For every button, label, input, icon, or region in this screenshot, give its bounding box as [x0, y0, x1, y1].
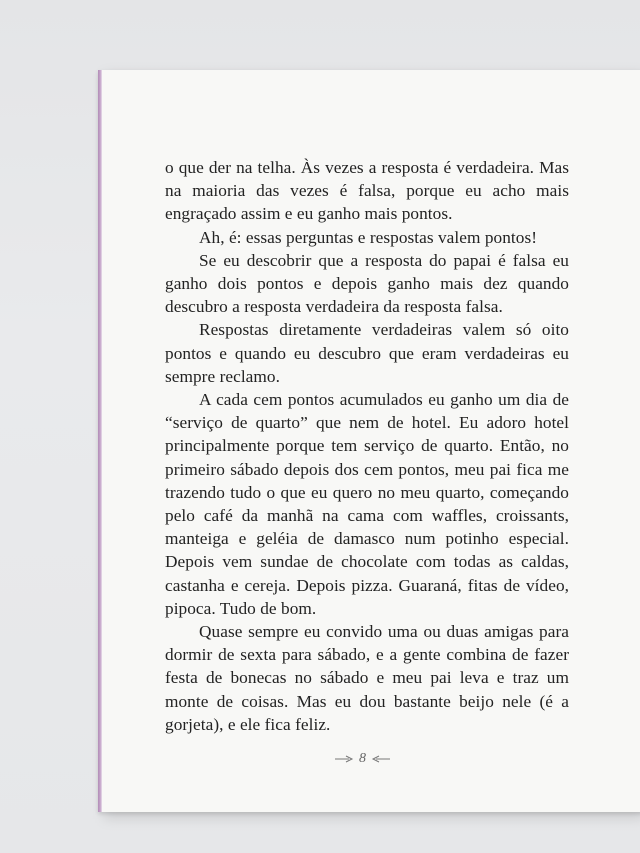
page-number: 8: [359, 751, 366, 766]
left-flourish-icon: [334, 754, 354, 764]
page-body-text: [165, 156, 569, 736]
page-spine-edge: [98, 70, 102, 812]
paragraph: A cada cem pontos acumulados eu ganho um dia de “serviço de quarto” que nem de hotel. Eu adoro hotel principalmente porque tem serviço de quarto. Então, no primeiro sábado depois dos cem pontos, meu pai fica me trazendo tudo o que eu quero no meu quarto, começando pelo café da manhã na cama com waffles, croissants, manteiga e geléia de damasco num potinho especial. Depois vem sundae de chocolate com todas as caldas, castanha e cereja. Depois pizza. Guaraná, fitas de vídeo, pipoca. Tudo de bom.: [165, 390, 569, 618]
paragraph: Respostas diretamente verdadeiras valem só oito pontos e quando eu descubro que eram verdadeiras eu sempre reclamo.: [165, 320, 569, 386]
right-flourish-icon: [371, 754, 391, 764]
paragraph: Quase sempre eu convido uma ou duas amigas para dormir de sexta para sábado, e a gente combina de fazer festa de bonecas no sábado e meu pai leva e traz um monte de coisas. Mas eu dou bastante beijo nele (é a gorjeta), e ele fica feliz.: [165, 622, 569, 734]
paragraph-continuation: o que der na telha. Às vezes a resposta é verdadeira. Mas na maioria das vezes é falsa, porque eu acho mais engraçado assim e eu ganho mais pontos.: [165, 158, 569, 224]
paragraph: Se eu descobrir que a resposta do papai é falsa eu ganho dois pontos e depois ganho mais dez quando descubro a resposta verdadeira da resposta falsa.: [165, 250, 569, 317]
paragraph: Ah, é: essas perguntas e respostas valem pontos!: [199, 227, 538, 247]
book-page: [98, 70, 640, 812]
